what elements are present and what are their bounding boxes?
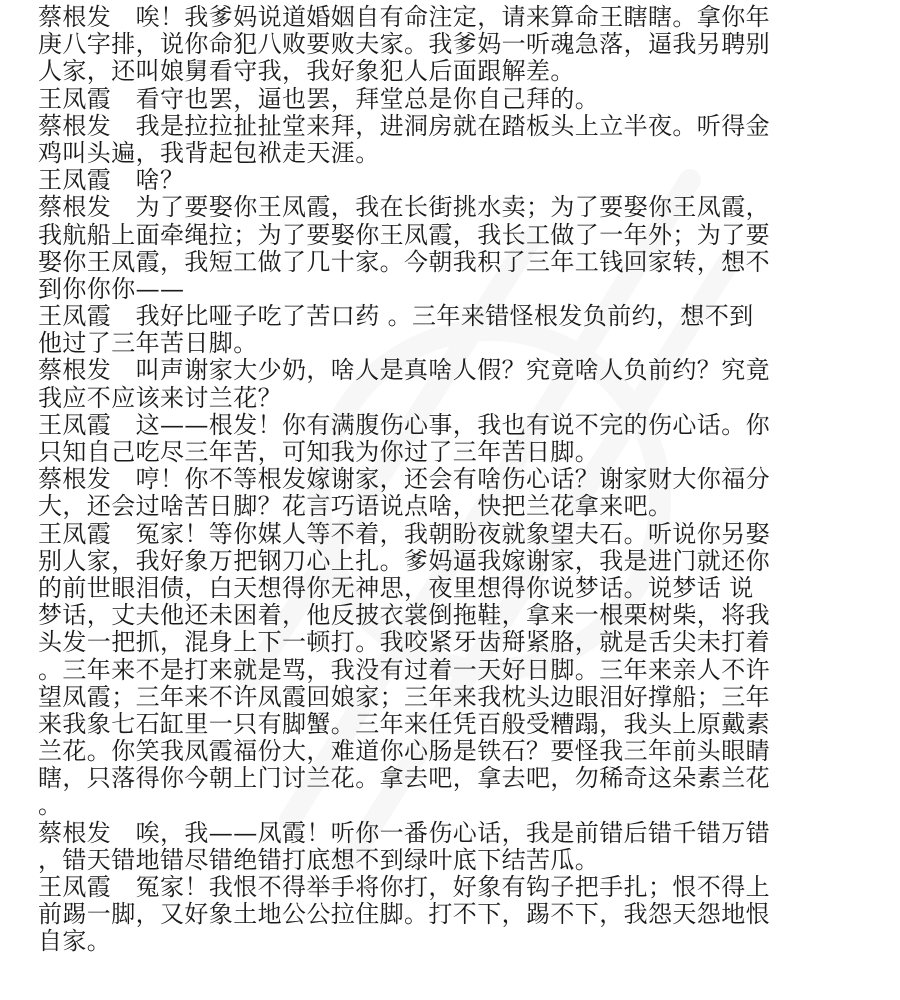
text-line: 蔡根发 叫声谢家大少奶，啥人是真啥人假？究竟啥人负前约？究竟 [38,356,770,385]
text-line: 头发一把抓，混身上下一顿打。我咬紧牙齿搿紧胳，就是舌尖未打着 [38,628,770,657]
text-line: 瞎，只落得你今朝上门讨兰花。拿去吧，拿去吧，勿稀奇这朵素兰花 [38,764,770,793]
text-line: 王凤霞 我好比哑子吃了苦口药 。三年来错怪根发负前约，想不到 [38,302,754,331]
text-line: 王凤霞 看守也罢，逼也罢，拜堂总是你自己拜的。 [38,84,600,113]
text-line: 蔡根发 唉！我爹妈说道婚姻自有命注定，请来算命王瞎瞎。拿你年 [38,3,770,31]
text-line: ，错天错地错尽错绝错打底想不到绿叶底下结苦瓜。 [38,845,600,874]
text-line: 王凤霞 啥？ [38,166,185,195]
text-line: 人家，还叫娘舅看守我，我好象犯人后面跟解差。 [38,57,575,86]
text-line: 我应不应该来讨兰花？ [38,383,282,412]
text-line: 我航船上面牵绳拉；为了要娶你王凤霞，我长工做了一年外；为了要 [38,220,770,249]
text-line: 自家。 [38,927,112,956]
text-line: 大，还会过啥苦日脚？花言巧语说点啥，快把兰花拿来吧。 [38,492,673,521]
text-line: 别人家，我好象万把钢刀心上扎。爹妈逼我嫁谢家，我是进门就还你 [38,546,770,575]
text-line: 。 [38,791,63,820]
text-line: 到你你你—— [38,274,185,303]
text-line: 庚八字排，说你命犯八败要败夫家。我爹妈一听魂急落，逼我另聘别 [38,30,770,59]
text-line: 梦话，丈夫他还未困着，他反披衣裳倒拖鞋，拿来一根栗树柴，将我 [38,601,770,630]
text-line: 只知自己吃尽三年苦，可知我为你过了三年苦日脚。 [38,438,600,466]
text-line: 来我象七石缸里一只有脚蟹。三年来任凭百般受糟蹋，我头上原戴素 [38,709,770,738]
text-line: 前踢一脚，又好象土地公公拉住脚。打不下，踢不下，我怨天怨地恨 [38,900,770,929]
text-line: 兰花。你笑我凤霞福份大，难道你心肠是铁石？要怪我三年前头眼睛 [38,737,770,766]
text-line: 蔡根发 唉，我——凤霞！听你一番伤心话，我是前错后错千错万错 [38,818,770,847]
text-line: 娶你王凤霞，我短工做了几十家。今朝我积了三年工钱回家转，想不 [38,247,770,276]
text-line: 蔡根发 为了要娶你王凤霞，我在长街挑水卖；为了要娶你王凤霞， [38,193,770,222]
text-line: 王凤霞 冤家！我恨不得举手将你打，好象有钩子把手扎；恨不得上 [38,873,770,901]
text-line: 望凤霞；三年来不许凤霞回娘家；三年来我枕头边眼泪好撑船；三年 [38,682,770,711]
script-text-block [38,4,878,956]
text-line: 鸡叫头遍，我背起包袱走天涯。 [38,138,380,167]
text-line: 他过了三年苦日脚。 [38,329,258,358]
text-line: 的前世眼泪债，白天想得你无神思，夜里想得你说梦话。说梦话 说 [38,573,754,602]
text-line: 蔡根发 我是拉拉扯扯堂来拜，进洞房就在踏板头上立半夜。听得金 [38,111,770,140]
text-line: 王凤霞 这——根发！你有满腹伤心事，我也有说不完的伤心话。你 [38,410,770,439]
text-line: 。三年来不是打来就是骂，我没有过着一天好日脚。三年来亲人不许 [38,655,770,684]
text-line: 王凤霞 冤家！等你媒人等不着，我朝盼夜就象望夫石。听说你另娶 [38,519,770,548]
text-line: 蔡根发 哼！你不等根发嫁谢家，还会有啥伤心话？谢家财大你福分 [38,465,770,494]
